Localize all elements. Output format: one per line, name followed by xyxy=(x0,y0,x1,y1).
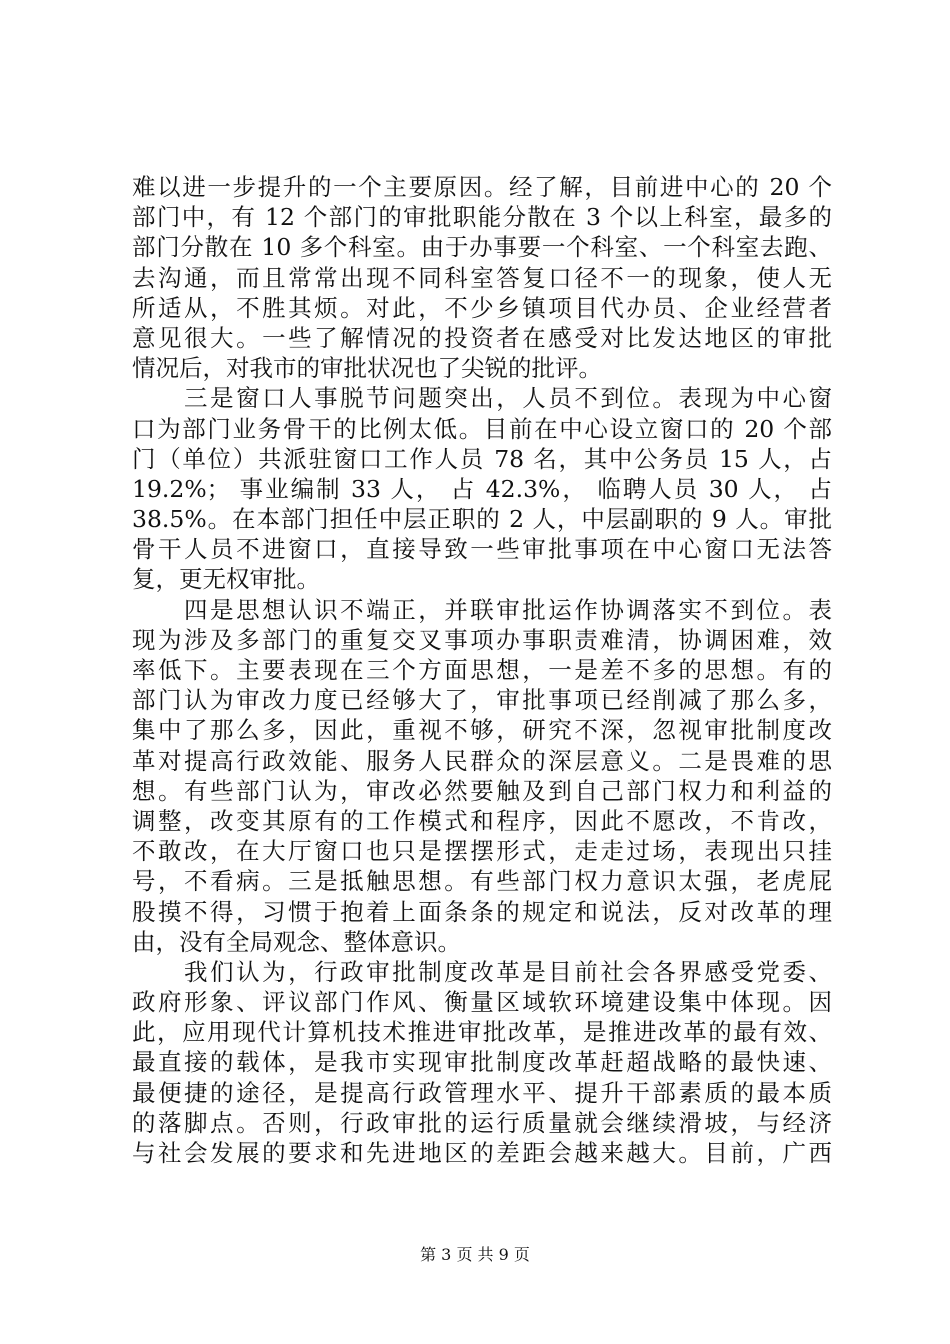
body-text xyxy=(132,172,832,1168)
text-line: 口为部门业务骨干的比例太低。目前在中心设立窗口的 20 个部 xyxy=(132,414,832,443)
text-line: 率低下。主要表现在三个方面思想，一是差不多的思想。有的 xyxy=(132,656,832,684)
text-line: 政府形象、评议部门作风、衡量区域软环境建设集中体现。因 xyxy=(132,988,832,1017)
text-line: 骨干人员不进窗口，直接导致一些审批事项在中心窗口无法答 xyxy=(132,535,832,564)
text-line: 的落脚点。否则，行政审批的运行质量就会继续滑坡，与经济 xyxy=(132,1108,832,1137)
text-line: 集中了那么多，因此，重视不够，研究不深，忽视审批制度改 xyxy=(132,716,832,745)
text-line: 不敢改，在大厅窗口也只是摆摆形式，走走过场，表现出只挂 xyxy=(132,837,832,866)
text-line: 情况后，对我市的审批状况也了尖锐的批评。 xyxy=(132,354,602,383)
text-line: 股摸不得，习惯于抱着上面条条的规定和说法，反对改革的理 xyxy=(132,897,832,926)
text-line: 调整，改变其原有的工作模式和程序，因此不愿改，不肯改， xyxy=(132,806,832,835)
text-line: 部门中，有 12 个部门的审批职能分散在 3 个以上科室，最多的 xyxy=(132,203,832,232)
text-line: 部门认为审改力度已经够大了，审批事项已经削减了那么多， xyxy=(132,686,832,715)
text-line: 我们认为，行政审批制度改革是目前社会各界感受党委、 xyxy=(132,957,832,986)
text-line: 想。有些部门认为，审改必然要触及到自己部门权力和利益的 xyxy=(132,776,832,805)
text-line: 19.2%； 事业编制 33 人， 占 42.3%， 临聘人员 30 人， 占 xyxy=(132,474,832,503)
text-line: 现为涉及多部门的重复交叉事项办事职责难清，协调困难，效 xyxy=(132,625,832,654)
text-line: 最便捷的途径，是提高行政管理水平、提升干部素质的最本质 xyxy=(132,1078,832,1107)
text-line: 四是思想认识不端正，并联审批运作协调落实不到位。表 xyxy=(132,595,832,624)
text-line: 革对提高行政效能、服务人民群众的深层意义。二是畏难的思 xyxy=(132,746,832,775)
text-line: 难以进一步提升的一个主要原因。经了解，目前进中心的 20 个 xyxy=(132,173,832,201)
text-line: 门（单位）共派驻窗口工作人员 78 名，其中公务员 15 人，占 xyxy=(132,444,832,473)
text-line: 号，不看病。三是抵触思想。有些部门权力意识太强，老虎屁 xyxy=(132,867,832,896)
text-line: 三是窗口人事脱节问题突出，人员不到位。表现为中心窗 xyxy=(132,384,832,413)
text-line: 由，没有全局观念、整体意识。 xyxy=(132,927,461,956)
text-line: 去沟通，而且常常出现不同科室答复口径不一的现象，使人无 xyxy=(132,263,832,292)
text-line: 此，应用现代计算机技术推进审批改革，是推进改革的最有效、 xyxy=(132,1018,832,1047)
text-line: 复，更无权审批。 xyxy=(132,565,320,594)
text-line: 部门分散在 10 多个科室。由于办事要一个科室、一个科室去跑、 xyxy=(132,233,832,262)
text-line: 与社会发展的要求和先进地区的差距会越来越大。目前，广西 xyxy=(132,1139,832,1167)
text-line: 38.5%。在本部门担任中层正职的 2 人，中层副职的 9 人。审批 xyxy=(132,505,832,534)
page-footer: 第 3 页 共 9 页 xyxy=(420,1245,530,1264)
text-line: 所适从，不胜其烦。对此，不少乡镇项目代办员、企业经营者 xyxy=(132,293,832,322)
text-line: 最直接的载体，是我市实现审批制度改革赶超战略的最快速、 xyxy=(132,1048,832,1077)
text-line: 意见很大。一些了解情况的投资者在感受对比发达地区的审批 xyxy=(132,323,832,352)
